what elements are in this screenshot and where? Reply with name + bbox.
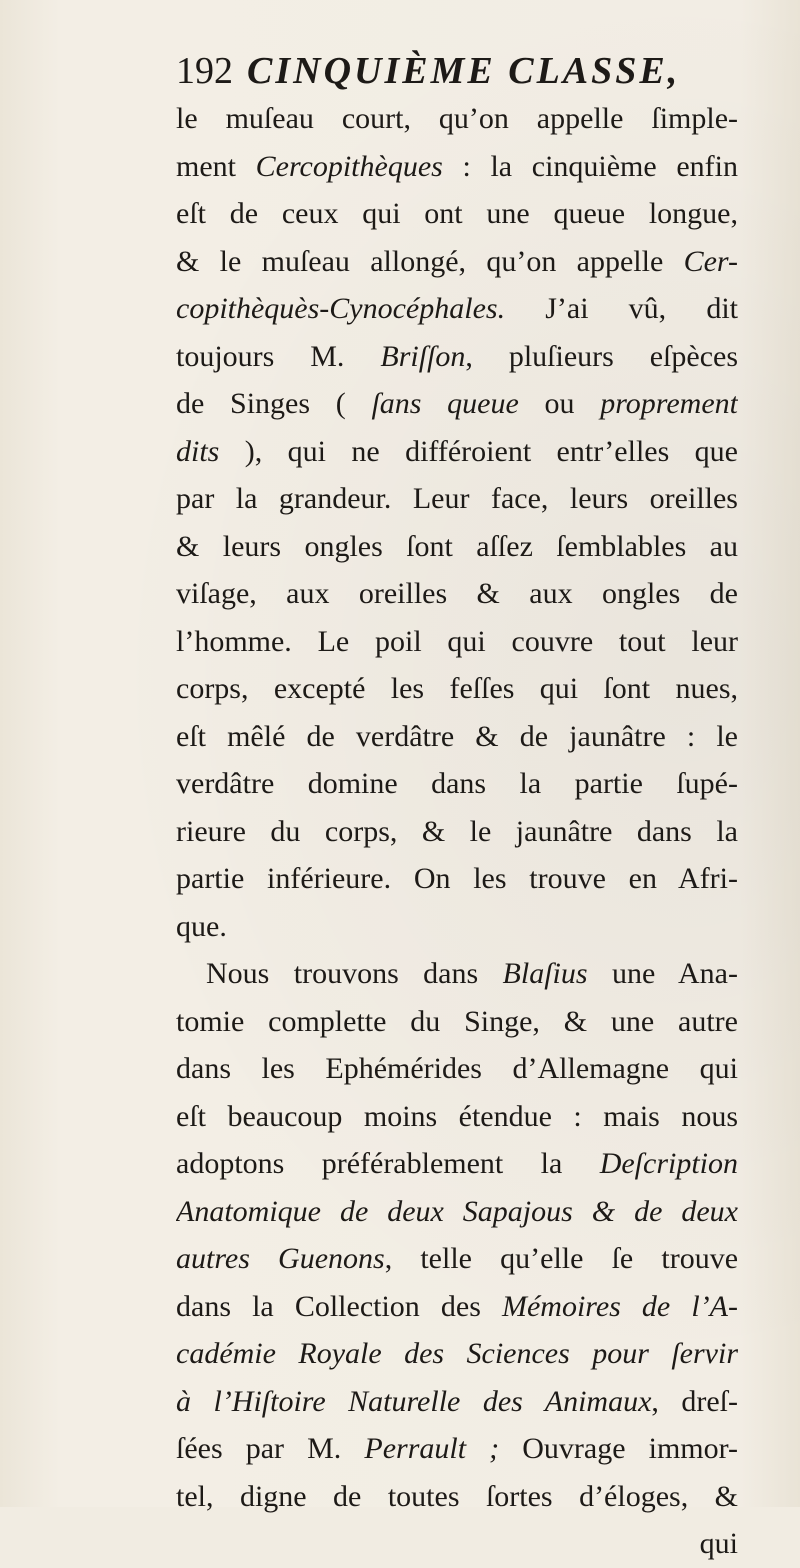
text-line [176, 618, 738, 666]
text-segment: : la cinquième enfin [442, 149, 738, 183]
italic-text: proprement [600, 387, 738, 420]
text-line [176, 808, 738, 856]
text-line [176, 143, 738, 191]
italic-text: autres Guenons [176, 1242, 385, 1275]
text-segment: eſt beaucoup moins étendue : mais nous [176, 1099, 738, 1133]
italic-text: Blaſius [502, 957, 588, 990]
italic-text: Anatomique de deux Sapajous & de deux [176, 1194, 738, 1228]
text-segment: par la grandeur. Leur face, leurs oreilles [176, 482, 738, 515]
text-segment: adoptons préférablement la [176, 1147, 600, 1180]
italic-text: à l’Hiſtoire Naturelle des Animaux [176, 1384, 652, 1418]
italic-text: ſans queue [371, 387, 519, 420]
text-line [176, 1188, 738, 1236]
text-segment: J’ai vû, dit [505, 292, 738, 325]
italic-text: Cercopithèques [255, 149, 443, 183]
text-segment: le muſeau court, qu’on appelle ſimple- [176, 102, 738, 135]
italic-text: Cer- [683, 244, 738, 278]
text-segment: dans la Collection des [176, 1289, 502, 1323]
text-segment: partie inférieure. On les trouve en Afri- [176, 862, 738, 895]
text-segment: eſt mêlé de verdâtre & de jaunâtre : le [176, 719, 738, 753]
text-segment: dans les Ephémérides d’Allemagne qui [176, 1052, 738, 1085]
text-segment: eſt de ceux qui ont une queue longue, [176, 197, 738, 230]
text-line [176, 1235, 738, 1283]
text-line [176, 1140, 738, 1188]
text-segment: , dreſ- [651, 1384, 738, 1418]
text-line [176, 1330, 738, 1378]
text-segment: que. [176, 909, 227, 943]
text-segment: une Ana- [587, 957, 738, 990]
text-segment: tomie complette du Singe, & une autre [176, 1004, 738, 1038]
text-line [176, 855, 738, 903]
text-line [176, 1425, 738, 1473]
text-segment: Ouvrage immor- [499, 1432, 738, 1465]
text-segment: ſées par M. [176, 1432, 365, 1465]
italic-text: Perrault ; [364, 1432, 500, 1465]
text-line [176, 1045, 738, 1093]
italic-text: cadémie Royale des Sciences pour ſervir [176, 1337, 738, 1370]
text-line [176, 523, 738, 571]
text-line [176, 903, 738, 951]
text-line [176, 333, 738, 381]
page-number: 192 [176, 50, 233, 92]
text-segment: rieure du corps, & le jaunâtre dans la [176, 814, 738, 848]
text-segment: ou [518, 387, 601, 420]
text-segment: qui [699, 1527, 738, 1560]
text-segment: & le muſeau allongé, qu’on appelle [176, 244, 684, 278]
text-line [176, 760, 738, 808]
text-line [176, 190, 738, 238]
text-line [176, 998, 738, 1046]
italic-text: Deſcription [599, 1147, 738, 1180]
text-line [176, 1283, 738, 1331]
text-segment: ), qui ne différoient entr’elles que [219, 434, 738, 468]
italic-text: dits [176, 434, 220, 468]
text-line [176, 950, 738, 998]
text-line [176, 570, 738, 618]
italic-text: Briſſon [380, 339, 466, 373]
text-line [176, 238, 738, 286]
text-segment: , pluſieurs eſpèces [465, 339, 738, 373]
italic-text: Mémoires de l’A- [501, 1289, 738, 1323]
text-segment: l’homme. Le poil qui couvre tout leur [176, 624, 738, 658]
text-line [176, 428, 738, 476]
text-segment: & leurs ongles ſont aſſez ſemblables au [176, 529, 738, 563]
text-segment: ment [176, 149, 256, 183]
text-segment: viſage, aux oreilles & aux ongles de [176, 577, 738, 610]
text-segment: tel, digne de toutes ſortes d’éloges, & [176, 1479, 738, 1513]
text-segment: de Singes ( [176, 387, 372, 420]
text-line [176, 1093, 738, 1141]
text-line [176, 1473, 738, 1521]
text-line [176, 665, 738, 713]
text-segment: Nous trouvons dans [206, 957, 503, 990]
text-segment: verdâtre domine dans la partie ſupé- [176, 767, 738, 800]
page-header [176, 46, 736, 96]
text-line [176, 475, 738, 523]
catchword [176, 1520, 738, 1568]
text-segment: toujours M. [176, 339, 381, 373]
text-line [176, 380, 738, 428]
italic-text: copithèquès-Cynocéphales. [176, 292, 506, 325]
text-line [176, 285, 738, 333]
text-line [176, 95, 738, 143]
text-segment: corps, excepté les feſſes qui ſont nues, [176, 672, 738, 705]
running-head: CINQUIÈME CLASSE, [247, 50, 681, 92]
text-segment: , telle qu’elle ſe trouve [384, 1242, 738, 1275]
text-line [176, 1378, 738, 1426]
body-text [176, 95, 738, 1568]
text-line [176, 713, 738, 761]
